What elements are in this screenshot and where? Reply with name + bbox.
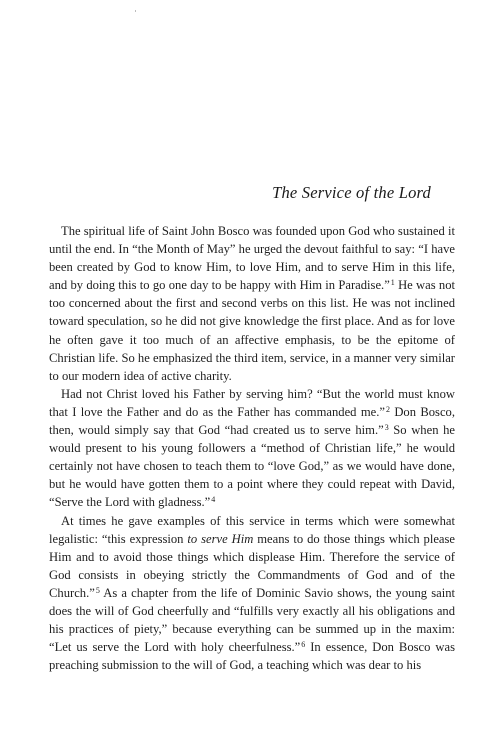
paragraph [49,385,455,512]
footnote-marker: 1 [390,278,395,288]
body-text [49,222,455,674]
text-run: At times he gave examples of this service in terms which were somewhat legalistic: “this expression [49,513,455,546]
text-run: So when he would present to his young followers a “method of Christian life,” he would certainly not have chosen to teach them to “love God,” as we would have done, but he would have gotten them to a point where they could repeat with David, “Serve the Lord with gladness.” [49,423,455,510]
paper-speck [135,10,136,12]
text-run: As a chapter from the life of Dominic Savio shows, the young saint does the will of God cheerfully and “fulfills very exactly all his obligations and his practices of piety,” because everything can be summed up in the maxim: “Let us serve the Lord with holy cheerfulness.” [49,585,455,655]
footnote-marker: 6 [301,640,306,650]
footnote-marker: 4 [211,495,216,505]
text-run: Don Bosco, then, would simply say that God “had created us to serve him.” [49,404,455,438]
paragraph [49,512,455,675]
text-run: means to do those things which please Him and to avoid those things which displease Him. Therefore the service of God consists in obeying strictly the Commandments of God and of the Church.” [49,531,456,600]
text-run: In essence, Don Bosco was preaching submission to the will of God, a teaching which was dear to his [49,640,455,673]
footnote-marker: 3 [384,423,389,433]
chapter-title: The Service of the Lord [272,183,431,202]
emphasized-text: to serve Him [187,531,254,546]
text-run: The spiritual life of Saint John Bosco was founded upon God who sustained it until the end. In “the Month of May” he urged the devout faithful to say: “I have been created by God to know Him, to love Him, and to serve Him in this life, and by doing this to go one day to be happy with Him in Paradise.” [49,224,455,293]
text-run: Had not Christ loved his Father by serving him? “But the world must know that I love the Father and do as the Father has commanded me.” [49,386,455,419]
footnote-marker: 2 [385,404,390,414]
footnote-marker: 5 [95,585,100,595]
paragraph [49,222,455,385]
text-run: He was not too concerned about the first and second verbs on this list. He was not inclined toward speculation, so he did not give knowledge the first place. And as for love he often gave it too much of an affective emphasis, to be the epitome of Christian life. So he emphasized the third item, service, in a manner very similar to our modern idea of active charity. [49,278,456,383]
